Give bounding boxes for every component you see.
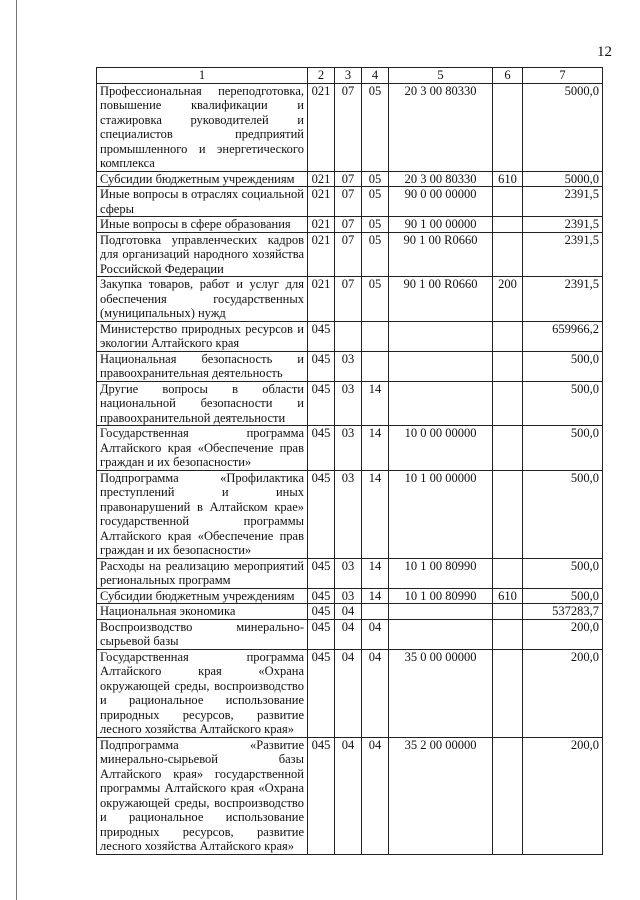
row-csr: 90 0 00 00000 (389, 187, 493, 217)
row-grbs: 045 (308, 619, 335, 649)
row-name: Иные вопросы в отраслях социальной сферы (97, 187, 308, 217)
row-sum: 537283,7 (523, 604, 603, 620)
row-csr: 10 1 00 00000 (389, 470, 493, 558)
row-grbs: 045 (308, 426, 335, 471)
row-pr: 04 (362, 619, 389, 649)
table-row (97, 604, 603, 620)
row-vr (493, 381, 523, 426)
row-grbs: 045 (308, 588, 335, 604)
row-vr (493, 187, 523, 217)
row-pr: 05 (362, 83, 389, 171)
row-vr (493, 321, 523, 351)
row-name: Министерство природных ресурсов и экологии Алтайского края (97, 321, 308, 351)
row-csr: 20 3 00 80330 (389, 83, 493, 171)
row-rz: 03 (335, 470, 362, 558)
row-vr (493, 619, 523, 649)
row-sum: 2391,5 (523, 187, 603, 217)
row-name: Профессиональная переподготовка, повышение квалификации и стажировка руководителей и специалистов предприятий промышленного и энергетического комплекса (97, 83, 308, 171)
row-vr: 610 (493, 171, 523, 187)
row-vr: 200 (493, 277, 523, 322)
row-grbs: 045 (308, 470, 335, 558)
table-row (97, 171, 603, 187)
row-sum: 200,0 (523, 619, 603, 649)
row-sum: 500,0 (523, 351, 603, 381)
row-sum: 2391,5 (523, 277, 603, 322)
row-sum: 500,0 (523, 558, 603, 588)
row-rz: 07 (335, 187, 362, 217)
row-name: Иные вопросы в сфере образования (97, 217, 308, 233)
table-row (97, 232, 603, 277)
row-pr: 05 (362, 187, 389, 217)
row-pr (362, 351, 389, 381)
table-row (97, 619, 603, 649)
row-rz: 03 (335, 426, 362, 471)
col-header-csr: 5 (389, 68, 493, 84)
row-csr: 10 1 00 80990 (389, 558, 493, 588)
row-vr (493, 649, 523, 737)
row-csr (389, 619, 493, 649)
row-csr: 90 1 00 00000 (389, 217, 493, 233)
col-header-name: 1 (97, 68, 308, 84)
row-csr: 20 3 00 80330 (389, 171, 493, 187)
row-pr (362, 321, 389, 351)
row-name: Воспроизводство минерально-сырьевой базы (97, 619, 308, 649)
table-row (97, 381, 603, 426)
row-name: Субсидии бюджетным учреждениям (97, 171, 308, 187)
row-pr: 05 (362, 232, 389, 277)
row-name: Подпрограмма «Развитие минерально-сырьевой базы Алтайского края» государственной программы Алтайского края «Охрана окружающей среды, воспроизводство и рациональное использование природных ресурсов, развитие лесного хозяйства Алтайского края» (97, 737, 308, 854)
row-sum: 659966,2 (523, 321, 603, 351)
row-grbs: 045 (308, 649, 335, 737)
row-name: Государственная программа Алтайского края «Обеспечение прав граждан и их безопасности» (97, 426, 308, 471)
row-csr: 35 2 00 00000 (389, 737, 493, 854)
row-pr: 05 (362, 217, 389, 233)
row-csr: 10 0 00 00000 (389, 426, 493, 471)
row-pr: 14 (362, 558, 389, 588)
row-rz: 07 (335, 217, 362, 233)
row-grbs: 045 (308, 737, 335, 854)
row-name: Другие вопросы в области национальной безопасности и правоохранительной деятельности (97, 381, 308, 426)
row-csr (389, 351, 493, 381)
row-rz: 04 (335, 649, 362, 737)
row-pr: 04 (362, 737, 389, 854)
row-name: Субсидии бюджетным учреждениям (97, 588, 308, 604)
row-sum: 200,0 (523, 649, 603, 737)
table-row (97, 649, 603, 737)
row-vr: 610 (493, 588, 523, 604)
row-name: Подготовка управленческих кадров для организаций народного хозяйства Российской Федерации (97, 232, 308, 277)
row-rz: 07 (335, 277, 362, 322)
page-number: 12 (597, 44, 612, 60)
row-rz: 07 (335, 83, 362, 171)
row-sum: 500,0 (523, 588, 603, 604)
table-row (97, 470, 603, 558)
row-vr (493, 217, 523, 233)
header-row (97, 68, 603, 84)
budget-table (96, 67, 603, 855)
row-rz: 03 (335, 351, 362, 381)
row-pr (362, 604, 389, 620)
row-vr (493, 426, 523, 471)
row-pr: 05 (362, 171, 389, 187)
table-row (97, 187, 603, 217)
row-csr (389, 381, 493, 426)
table-row (97, 737, 603, 854)
table-row (97, 426, 603, 471)
row-csr: 90 1 00 R0660 (389, 277, 493, 322)
row-vr (493, 470, 523, 558)
row-name: Национальная безопасность и правоохранительная деятельность (97, 351, 308, 381)
row-vr (493, 604, 523, 620)
row-rz (335, 321, 362, 351)
table-row (97, 83, 603, 171)
row-sum: 5000,0 (523, 83, 603, 171)
row-rz: 03 (335, 558, 362, 588)
row-name: Расходы на реализацию мероприятий региональных программ (97, 558, 308, 588)
row-sum: 500,0 (523, 381, 603, 426)
row-vr (493, 737, 523, 854)
row-grbs: 045 (308, 351, 335, 381)
row-pr: 14 (362, 381, 389, 426)
row-name: Закупка товаров, работ и услуг для обеспечения государственных (муниципальных) нужд (97, 277, 308, 322)
row-rz: 04 (335, 737, 362, 854)
table-row (97, 277, 603, 322)
row-rz: 03 (335, 381, 362, 426)
row-vr (493, 351, 523, 381)
row-csr (389, 604, 493, 620)
row-grbs: 021 (308, 83, 335, 171)
row-pr: 14 (362, 426, 389, 471)
row-csr: 35 0 00 00000 (389, 649, 493, 737)
row-rz: 07 (335, 171, 362, 187)
table-row (97, 351, 603, 381)
row-name: Национальная экономика (97, 604, 308, 620)
col-header-sum: 7 (523, 68, 603, 84)
row-csr: 10 1 00 80990 (389, 588, 493, 604)
row-rz: 04 (335, 619, 362, 649)
table-row (97, 588, 603, 604)
row-grbs: 021 (308, 217, 335, 233)
row-grbs: 021 (308, 171, 335, 187)
row-vr (493, 83, 523, 171)
col-header-grbs: 2 (308, 68, 335, 84)
row-rz: 04 (335, 604, 362, 620)
row-grbs: 045 (308, 604, 335, 620)
col-header-rz: 3 (335, 68, 362, 84)
row-vr (493, 558, 523, 588)
row-sum: 2391,5 (523, 217, 603, 233)
row-pr: 14 (362, 588, 389, 604)
row-grbs: 021 (308, 277, 335, 322)
row-sum: 5000,0 (523, 171, 603, 187)
row-pr: 14 (362, 470, 389, 558)
page-edge-line (16, 0, 17, 900)
row-sum: 200,0 (523, 737, 603, 854)
table-row (97, 558, 603, 588)
row-vr (493, 232, 523, 277)
row-pr: 05 (362, 277, 389, 322)
row-name: Государственная программа Алтайского края «Охрана окружающей среды, воспроизводство и рациональное использование природных ресурсов, развитие лесного хозяйства Алтайского края» (97, 649, 308, 737)
row-rz: 07 (335, 232, 362, 277)
row-csr (389, 321, 493, 351)
table-row (97, 321, 603, 351)
col-header-pr: 4 (362, 68, 389, 84)
row-sum: 500,0 (523, 426, 603, 471)
row-grbs: 045 (308, 321, 335, 351)
row-sum: 2391,5 (523, 232, 603, 277)
col-header-vr: 6 (493, 68, 523, 84)
row-pr: 04 (362, 649, 389, 737)
row-name: Подпрограмма «Профилактика преступлений и иных правонарушений в Алтайском крае» государственной программы Алтайского края «Обеспечение прав граждан и их безопасности» (97, 470, 308, 558)
row-rz: 03 (335, 588, 362, 604)
table-row (97, 217, 603, 233)
row-csr: 90 1 00 R0660 (389, 232, 493, 277)
row-grbs: 045 (308, 558, 335, 588)
row-grbs: 021 (308, 232, 335, 277)
row-grbs: 021 (308, 187, 335, 217)
row-sum: 500,0 (523, 470, 603, 558)
row-grbs: 045 (308, 381, 335, 426)
